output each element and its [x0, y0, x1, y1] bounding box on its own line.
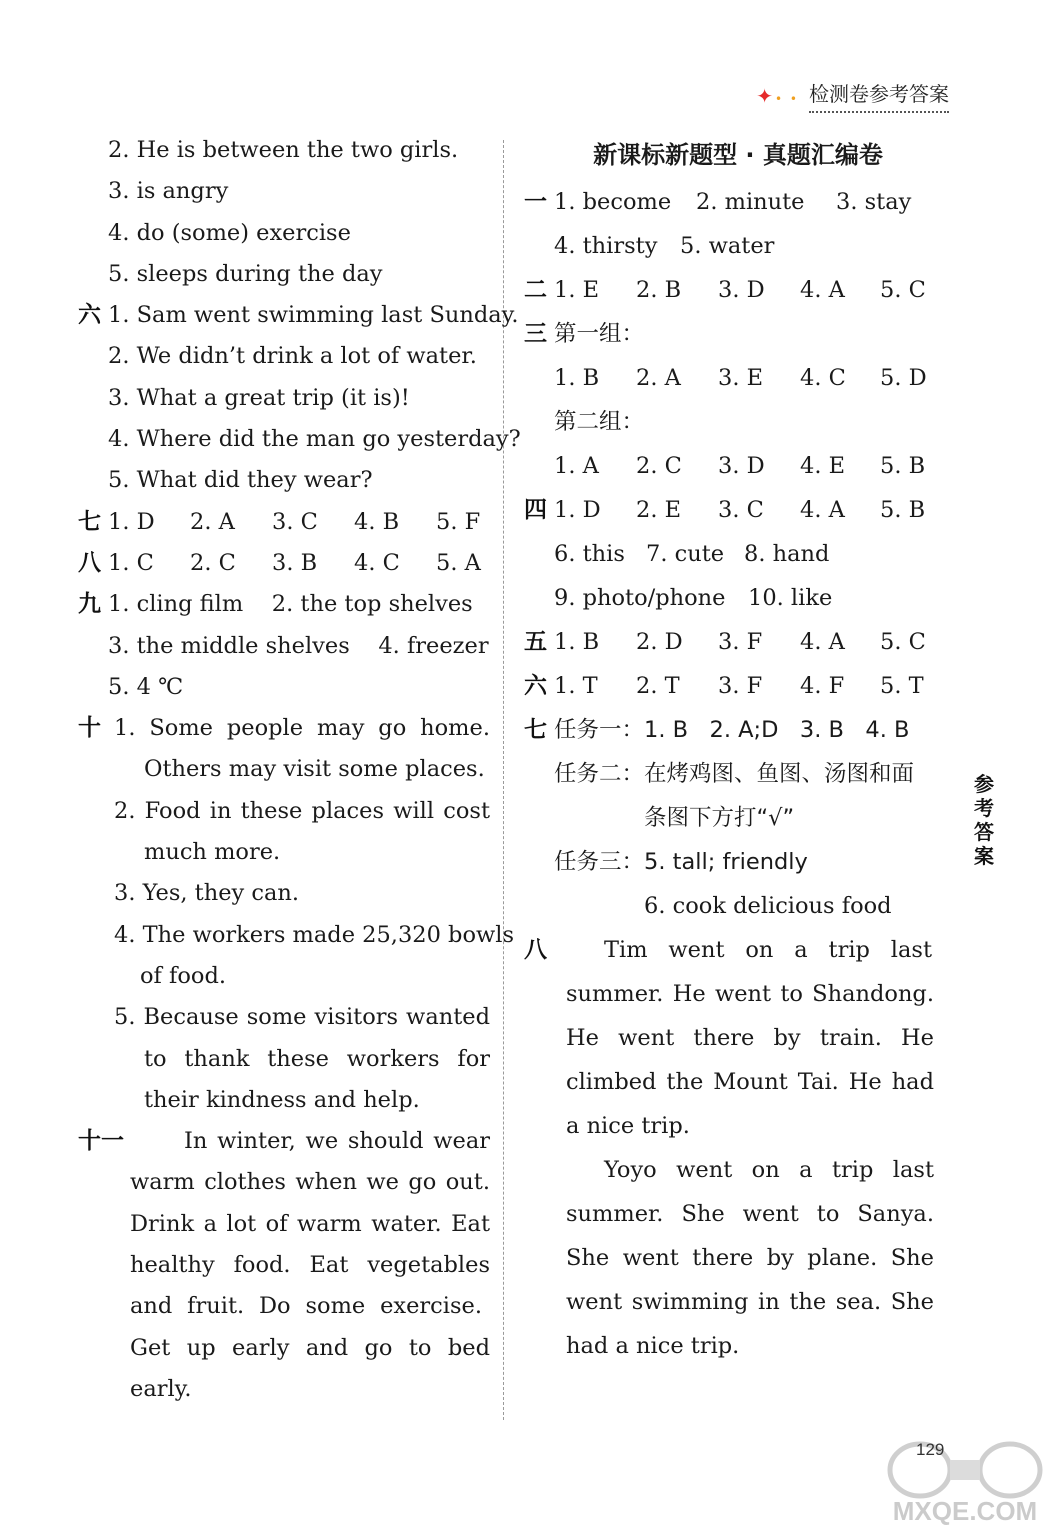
answer-cell: 3. B	[272, 549, 318, 576]
answer-cell: 2. E	[636, 497, 682, 523]
section-2	[524, 268, 942, 312]
section-number: 八	[78, 549, 101, 576]
answer-line: 3. What a great trip (it is)!	[108, 384, 410, 411]
answer-cell: 1. D	[108, 508, 155, 535]
answer-line: their kindness and help.	[144, 1086, 420, 1113]
answer-cell: 3. D	[718, 277, 765, 303]
answer-line: Get up early and go to bed	[130, 1334, 490, 1361]
answer-line: 1. cling film 2. the top shelves	[108, 591, 473, 618]
answer-cell: 9. photo/phone	[554, 585, 726, 611]
answer-cell: 7. cute	[646, 541, 725, 567]
answer-cell: 4. thirsty	[554, 233, 658, 259]
answer-cell: 2. C	[636, 453, 682, 479]
answer-line: 5. Because some visitors wanted	[114, 1004, 490, 1031]
answer-cell: 4. E	[800, 453, 846, 479]
answer-cell: 5. water	[680, 233, 775, 259]
section-number: 四	[524, 497, 547, 523]
answer-cell: 4. A	[800, 629, 845, 655]
answer-cell: 4. B	[354, 508, 400, 535]
section-3	[524, 312, 942, 356]
answer-line: 4. Where did the man go yesterday?	[108, 426, 521, 453]
answer-line: and fruit. Do some exercise.	[130, 1293, 482, 1320]
answer-cell: 4. C	[800, 365, 846, 391]
answer-cell: 5. D	[880, 365, 927, 391]
answer-cell: 2. A	[190, 508, 235, 535]
section-5	[524, 620, 942, 664]
answer-cell: 5. A	[436, 549, 481, 576]
task-line: 任务一：1. B 2. A;D 3. B 4. B	[554, 717, 910, 743]
answer-cell: 5. C	[880, 277, 926, 303]
section-11	[78, 1121, 498, 1162]
answer-line	[524, 532, 942, 576]
answer-cell: 3. F	[718, 673, 763, 699]
answer-line: 5. What did they wear?	[108, 467, 373, 494]
answer-cell: 1. E	[554, 277, 600, 303]
answer-line: 3. Yes, they can.	[114, 880, 300, 907]
answer-cell: 3. C	[272, 508, 318, 535]
answer-line: healthy food. Eat vegetables	[130, 1252, 490, 1279]
answer-cell: 3. C	[718, 497, 764, 523]
answer-cell: 4. C	[354, 549, 400, 576]
essay-line: She went there by plane. She	[566, 1245, 934, 1271]
answer-cell: 2. D	[636, 629, 683, 655]
answer-line: 4. The workers made 25,320 bowls	[114, 921, 515, 948]
answer-cell: 3. D	[718, 453, 765, 479]
answer-cell: 3. F	[718, 629, 763, 655]
section-7	[78, 502, 498, 543]
watermark-text: MXQE.COM	[892, 1496, 1038, 1526]
essay-line: summer. She went to Sanya.	[566, 1201, 934, 1227]
essay-line: He went there by train. He	[566, 1025, 934, 1051]
essay-line: went swimming in the sea. She	[566, 1289, 934, 1315]
answer-cell: 2. B	[636, 277, 682, 303]
answer-line: Others may visit some places.	[144, 756, 485, 783]
right-column	[524, 130, 942, 1368]
answer-cell: 1. T	[554, 673, 598, 699]
left-column	[78, 130, 521, 1410]
answer-cell: 4. A	[800, 497, 845, 523]
section-7	[524, 708, 942, 752]
answer-line: much more.	[144, 839, 281, 866]
essay-line: had a nice trip.	[566, 1333, 740, 1359]
answer-cell: 2. minute	[696, 189, 805, 215]
answer-line: 3. is angry	[108, 178, 229, 205]
answer-cell: 6. this	[554, 541, 625, 567]
section-number: 九	[78, 591, 101, 618]
essay-line: summer. He went to Shandong.	[566, 981, 934, 1007]
answer-cell: 3. stay	[836, 189, 912, 215]
answer-cell: 5. T	[880, 673, 924, 699]
task-line: 任务二：在烤鸡图、鱼图、汤图和面	[554, 761, 915, 787]
essay-line: Tim went on a trip last	[604, 937, 932, 963]
answer-cell: 5. B	[880, 497, 926, 523]
answer-cell: 5. B	[880, 453, 926, 479]
section-number: 十	[78, 715, 101, 742]
watermark-logo	[880, 1430, 1050, 1530]
section-number: 七	[524, 717, 547, 743]
section-4	[524, 488, 942, 532]
page-header	[756, 78, 949, 113]
essay-line: climbed the Mount Tai. He had	[566, 1069, 934, 1095]
answer-cell: 1. B	[554, 629, 600, 655]
side-tab-char: 答	[974, 820, 994, 844]
section-10	[78, 708, 498, 749]
answer-cell: 2. A	[636, 365, 681, 391]
section-number: 五	[524, 629, 547, 655]
star-decoration-icon: ✦• •	[756, 83, 799, 108]
section-number: 十一	[78, 1128, 124, 1155]
answer-line: 2. We didn’t drink a lot of water.	[108, 343, 477, 370]
answer-line: 5. 4 ℃	[108, 673, 184, 700]
answer-cell: 1. C	[108, 549, 154, 576]
section-number: 八	[524, 937, 547, 963]
task-line: 6. cook delicious food	[644, 893, 892, 919]
answer-line	[524, 576, 942, 620]
section-number: 三	[524, 321, 547, 347]
section-9	[78, 584, 498, 625]
answer-cell: 1. B	[554, 365, 600, 391]
answer-cell: 10. like	[748, 585, 833, 611]
group-label: 第一组：	[554, 321, 645, 347]
answer-line: In winter, we should wear	[184, 1128, 490, 1155]
answer-cell: 1. D	[554, 497, 601, 523]
section-6	[524, 664, 942, 708]
answer-line: warm clothes when we go out.	[130, 1169, 490, 1196]
answer-cell: 3. E	[718, 365, 764, 391]
essay-line: Yoyo went on a trip last	[604, 1157, 934, 1183]
side-tab	[970, 772, 998, 868]
answer-line: 5. sleeps during the day	[108, 260, 383, 287]
answer-cell: 2. T	[636, 673, 680, 699]
task-line: 条图下方打“√”	[644, 805, 795, 831]
answer-line: Drink a lot of warm water. Eat	[130, 1210, 490, 1237]
side-tab-char: 参	[974, 772, 994, 796]
side-tab-char: 考	[974, 796, 994, 820]
answer-line	[524, 224, 942, 268]
header-title: 检测卷参考答案	[809, 78, 949, 113]
group-label: 第二组：	[554, 409, 645, 435]
answer-line: 1. Some people may go home.	[114, 715, 490, 742]
page-number: 129	[916, 1440, 945, 1459]
section-1	[524, 180, 942, 224]
section-8	[78, 543, 498, 584]
answer-cell: 4. A	[800, 277, 845, 303]
answer-cell: 1. become	[554, 189, 672, 215]
section-title: 新课标新题型 · 真题汇编卷	[593, 141, 883, 169]
answer-cell: 1. A	[554, 453, 599, 479]
answer-line	[524, 444, 942, 488]
section-number: 六	[78, 302, 101, 329]
answer-line: early.	[130, 1375, 192, 1402]
section-8	[524, 928, 942, 972]
answer-line: 1. Sam went swimming last Sunday.	[108, 302, 519, 329]
answer-line: of food.	[140, 962, 227, 989]
answer-cell: 5. C	[880, 629, 926, 655]
section-number: 一	[524, 189, 547, 215]
answer-cell: 8. hand	[744, 541, 830, 567]
answer-line: 4. do (some) exercise	[108, 219, 351, 246]
answer-line: to thank these workers for	[144, 1045, 490, 1072]
section-number: 七	[78, 508, 101, 535]
answer-cell: 4. F	[800, 673, 845, 699]
answer-cell: 2. C	[190, 549, 236, 576]
answer-line: 2. He is between the two girls.	[108, 137, 459, 163]
section-number: 六	[524, 673, 547, 699]
side-tab-char: 案	[974, 844, 994, 868]
answer-line: 3. the middle shelves 4. freezer	[108, 632, 489, 659]
task-line: 任务三：5. tall; friendly	[554, 849, 808, 875]
section-number: 二	[524, 277, 547, 303]
answer-cell: 5. F	[436, 508, 481, 535]
section-6	[78, 295, 519, 336]
answer-line	[524, 356, 942, 400]
essay-line: a nice trip.	[566, 1113, 690, 1139]
answer-line: 2. Food in these places will cost	[114, 797, 490, 824]
